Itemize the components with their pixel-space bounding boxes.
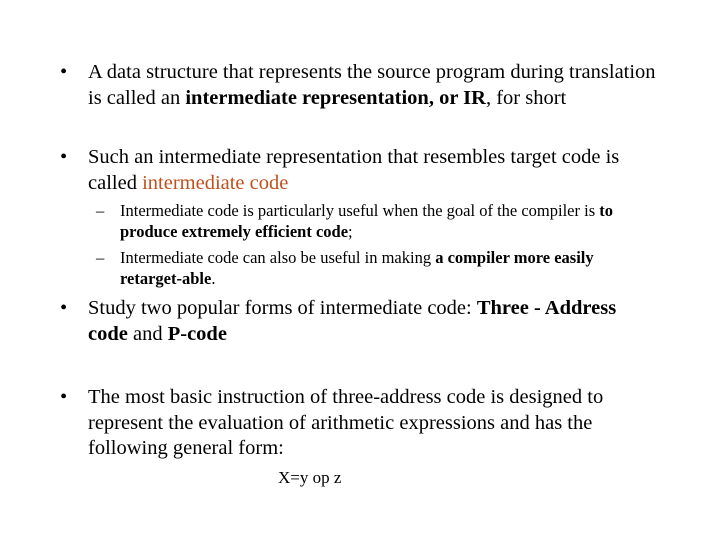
general-form-formula: X=y op z (278, 468, 342, 487)
term-intermediate-code: intermediate code (142, 171, 289, 194)
bullet-intermediate-representation (60, 60, 660, 111)
subbullet-retargetable (96, 247, 656, 289)
bullet-text: The most basic instruction of three-address code is designed to represent the evaluation of arithmetic expressions and has the following general form: (88, 386, 604, 459)
bullet-dot: • (60, 386, 68, 408)
subbullet-dash: – (96, 201, 105, 220)
bullet-dot: • (60, 146, 68, 168)
subbullet-dash: – (96, 248, 105, 267)
term-efficient-code: to produce extremely efficient code (120, 201, 613, 241)
subbullet-efficient-code (96, 200, 656, 242)
bullet-intermediate-code (60, 145, 660, 196)
term-intermediate-representation: intermediate representation, or IR (185, 86, 486, 109)
term-three-address-code: Three - Address code (88, 297, 617, 345)
bullet-text: Such an intermediate representation that resembles target code is called intermediate code (88, 146, 620, 194)
bullet-dot: • (60, 61, 68, 83)
term-retargetable: a compiler more easily retarget-able (120, 248, 594, 288)
bullet-dot: • (60, 297, 68, 319)
subbullet-text: Intermediate code is particularly useful when the goal of the compiler is to produce extremely efficient code; (120, 201, 613, 241)
bullet-general-form (60, 385, 660, 462)
subbullet-text: Intermediate code can also be useful in making a compiler more easily retarget-able. (120, 248, 594, 288)
bullet-text: Study two popular forms of intermediate code: Three - Address code and P-code (88, 297, 617, 345)
bullet-text: A data structure that represents the source program during translation is called an intermediate representation, or IR, for short (88, 61, 656, 109)
bullet-two-forms (60, 296, 660, 347)
term-p-code: P-code (167, 322, 227, 345)
